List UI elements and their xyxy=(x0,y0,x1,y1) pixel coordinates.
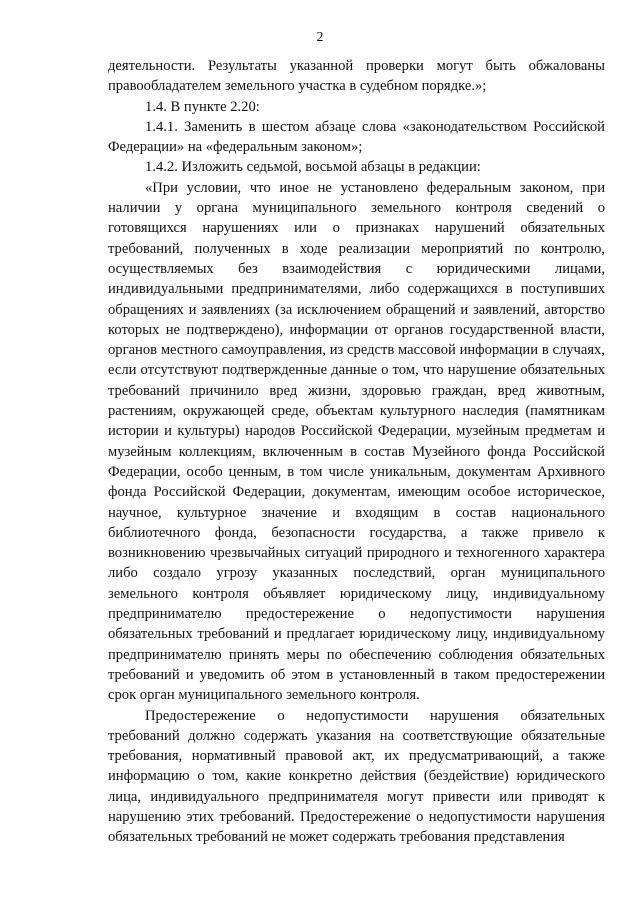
paragraph-quoted-eighth: Предостережение о недопустимости нарушения обязательных требований должно содержать указания на соответствующие обязательные требования, нормативный правовой акт, их предусматривающий, а также информацию о том, какие конкретно действия (бездействие) юридического лица, индивидуального предпринимателя могут привести или приводят к нарушению этих требований. Предостережение о недопустимости нарушения обязательных требований не может содержать требования представления xyxy=(108,707,605,846)
paragraph-item-1-4: 1.4. В пункте 2.20: xyxy=(145,98,260,115)
paragraph-item-1-4-2: 1.4.2. Изложить седьмой, восьмой абзацы в редакции: xyxy=(145,159,481,176)
page-number: 2 xyxy=(316,30,324,45)
document-body xyxy=(108,56,605,848)
paragraph-quoted-seventh: «При условии, что иное не установлено федеральным законом, при наличии у органа муниципального земельного контроля сведений о готовящихся нарушениях или о признаках нарушений обязательных требований, полученных в ходе реализации мероприятий по контролю, осуществляемых без взаимодействия с юридическими лицами, индивидуальными предпринимателями, либо содержащихся в поступивших обращениях и заявлениях (за исключением обращений и заявлений, авторство которых не подтверждено), информации от органов государственной власти, органов местного самоуправления, из средств массовой информации в случаях, если отсутствуют подтвержденные данные о том, что нарушение обязательных требований причинило вред жизни, здоровью граждан, вред животным, растениям, окружающей среде, объектам культурного наследия (памятникам истории и культуры) народов Российской Федерации, музейным предметам и музейным коллекциям, включенным в состав Музейного фонда Российской Федерации, особо ценным, в том числе уникальным, документам Архивного фонда Российской Федерации, документам, имеющим особое историческое, научное, культурное значение и входящим в состав национального библиотечного фонда, безопасности государства, а также привело к возникновению чрезвычайных ситуаций природного и техногенного характера либо создало угрозу указанных последствий, орган муниципального земельного контроля объявляет юридическому лицу, индивидуальному предпринимателю предостережение о недопустимости нарушения обязательных требований и предлагает юридическому лицу, индивидуальному предпринимателю принять меры по обеспечению соблюдения обязательных требований и уведомить об этом в установленный в таком предостережении срок орган муниципального земельного контроля. xyxy=(108,179,605,704)
paragraph-item-1-4-1: 1.4.1. Заменить в шестом абзаце слова «законодательством Российской Федерации» на «федеральным законом»; xyxy=(108,118,605,156)
paragraph-continuation: деятельности. Результаты указанной проверки могут быть обжалованы правообладателем земельного участка в судебном порядке.»; xyxy=(108,58,605,95)
